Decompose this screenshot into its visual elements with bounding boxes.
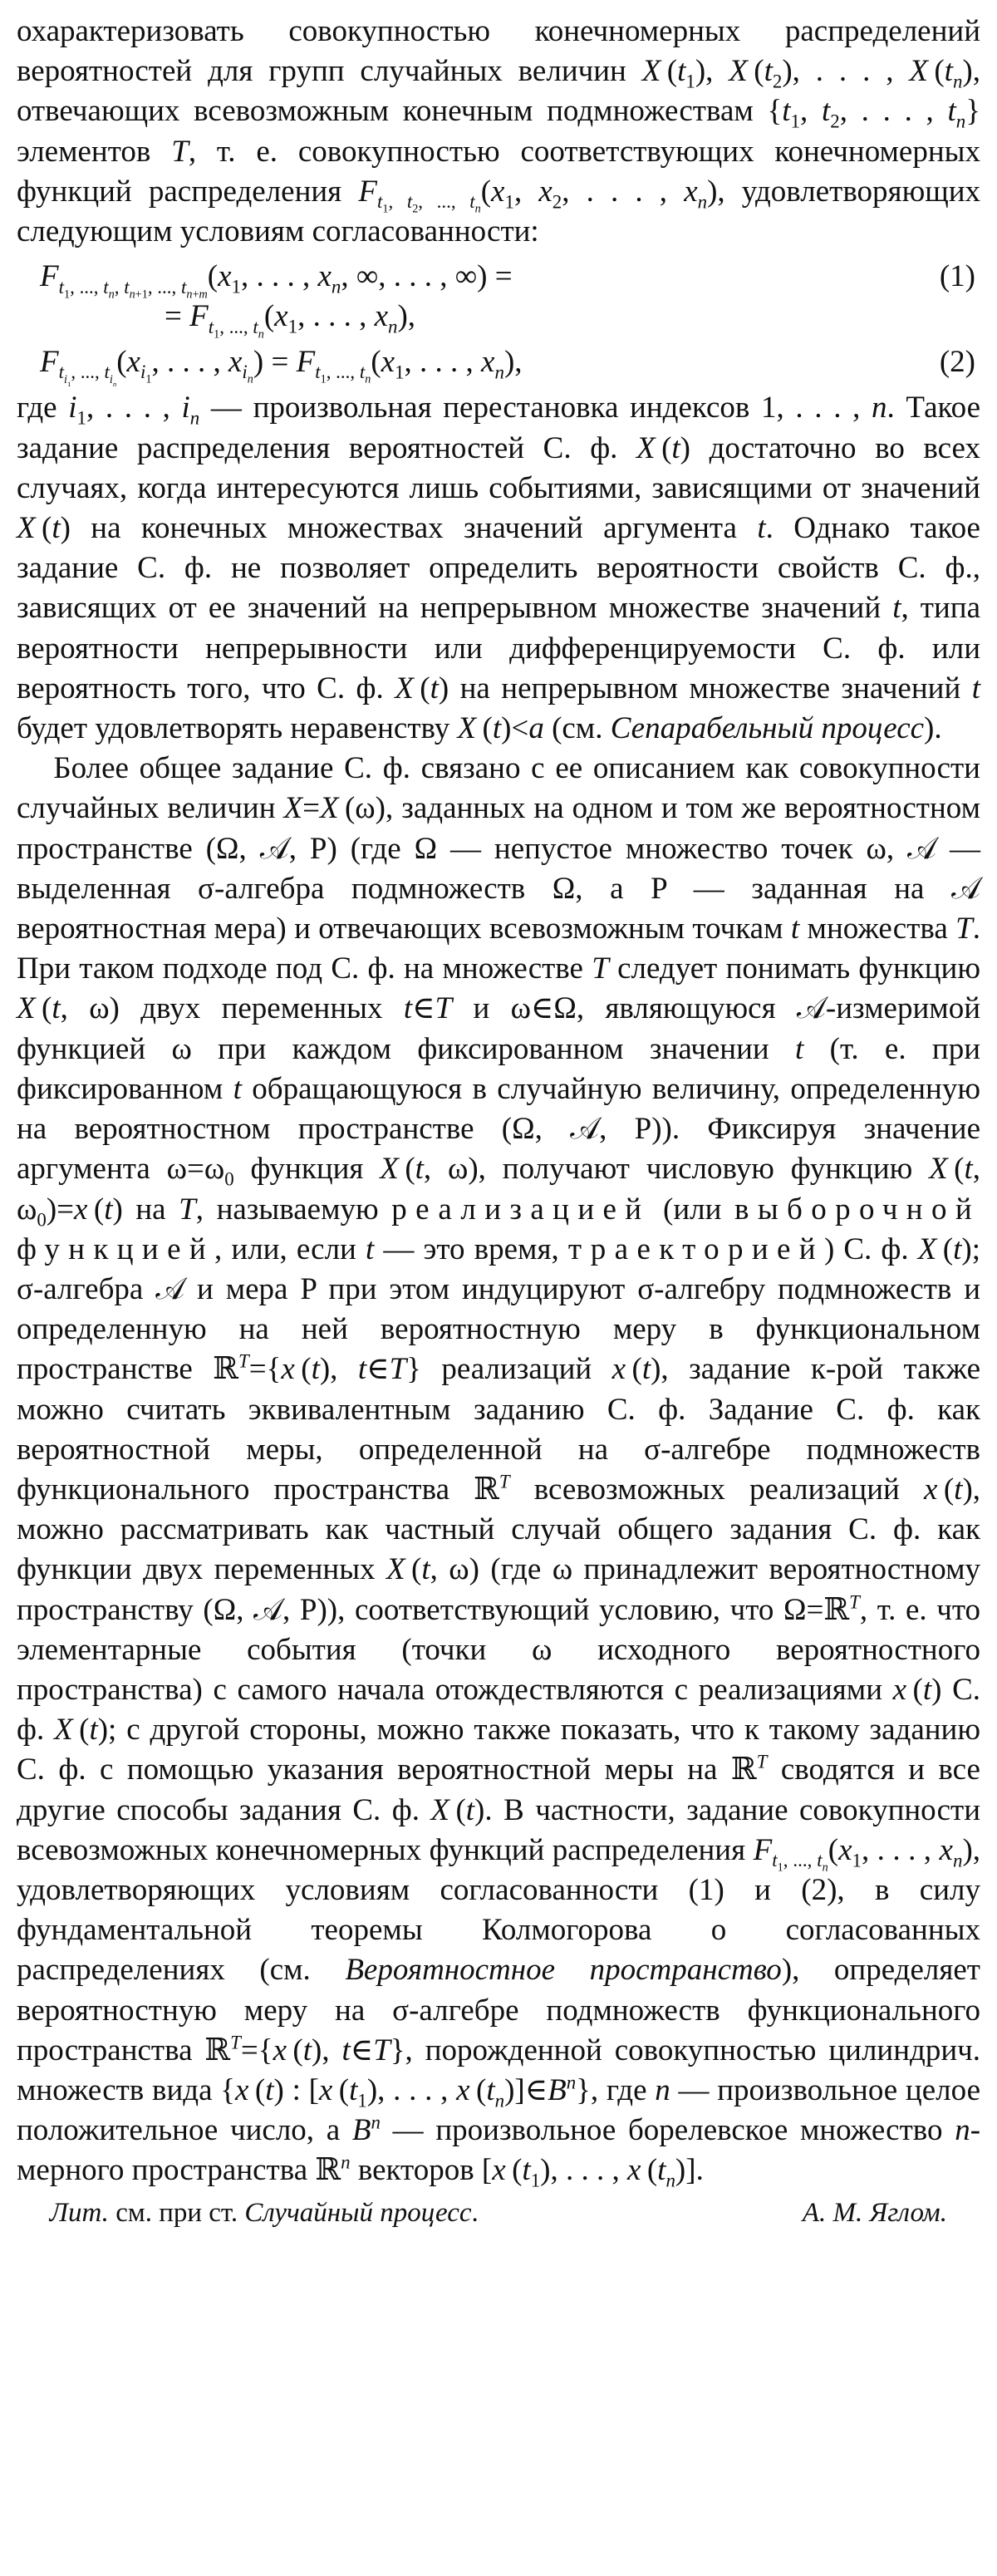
formula-2-number: (2) (939, 344, 975, 379)
formula-2 (17, 342, 980, 388)
paragraph-general-definition: Более общее задание С. ф. связано с ее описанием как совокупности случайных величин X=X (ω), заданных на одном и том же вероятностном пространстве (Ω, 𝒜, P) (где Ω — непустое множество точек ω, 𝒜 — выделенная σ-алгебра подмножеств Ω, а P — заданная на 𝒜 вероятностная мера) и отвечающих всевозможным точкам t множества T. При таком подходе под С. ф. на множестве T следует понимать функцию X (t, ω) двух переменных t∈T и ω∈Ω, являющуюся 𝒜-измеримой функцией ω при каждом фиксированном значении t (т. е. при фиксированном t обращающуюся в случайную величину, определенную на вероятностном пространстве (Ω, 𝒜, P)). Фиксируя значение аргумента $\omega=\omega_0$ функция X (t, ω), получают числовую функцию X (t, $\omega_0)=x$ (t) на T, называемую реализацией (или выборочной функцией, или, если t — это время, траекторией) С. ф. X (t); σ-алгебра 𝒜 и мера P при этом индуцируют σ-алгебру подмножеств и определенную на ней вероятностную меру в функциональном пространстве ℝ$^T$={x (t), t∈T} реализаций x (t), задание к-рой также можно считать эквивалентным заданию С. ф. Задание С. ф. как вероятностной меры, определенной на σ-алгебре подмножеств функционального пространства ℝ$^T$ всевозможных реализаций x (t), можно рассматривать как частный случай общего задания С. ф. как функции двух переменных X (t, ω) (где ω принадлежит вероятностному пространству (Ω, 𝒜, P)), соответствующий условию, что Ω=ℝ$^T$, т. е. что элементарные события (точки ω исходного вероятностного пространства) с самого начала отождествляются с реализациями x (t) С. ф. X (t); с другой стороны, можно также показать, что к такому заданию С. ф. с помощью указания вероятностной меры на ℝ$^T$ сводятся и все другие способы задания С. ф. X (t). В частности, задание совокупности всевозможных конечномерных функций распределения $F_{t_1, ..., t_n}(x_1$, . . . , $x_n$), удовлетворяющих условиям согласованности (1) и (2), в силу фундаментальной теоремы Колмогорова о согласованных распределениях (см. Вероятностное пространство), определяет вероятностную меру на σ-алгебре подмножеств функционального пространства ℝ$^T$={x (t), t∈T}, порожденной совокупностью цилиндрич. множеств вида {x (t) : [x $(t_1)$, . . . , x $(t_n)]\in B^n$}, где n — произвольное целое положительное число, а $B^n$ — произвольное борелевское множество n-мерного пространства ℝ$^n$ векторов [x $(t_1)$, . . . , x $(t_n)$]. (17, 751, 981, 2191)
formula-1-line-1: $F_{t_1, ..., t_n, t_{n+1}, ..., t_{n+m}}(x_1$, . . . , $x_n$, ∞, . . . , ∞) = (40, 259, 513, 302)
literature-reference (17, 2193, 980, 2233)
literature-label: Лит. (49, 2197, 109, 2228)
paragraph-finite-dimensional: где $i_1$, . . . , $i_n$ — произвольная перестановка индексов 1, . . . , n. Такое задание распределения вероятностей С. ф. X (t) достаточно во всех случаях, когда интересуются лишь событиями, зависящими от значений X (t) на конечных множествах значений аргумента t. Однако такое задание С. ф. не позволяет определить вероятности свойств С. ф., зависящих от ее значений на непрерывном множестве значений t, типа вероятности непрерывности или дифференцируемости С. ф. или вероятность того, что С. ф. X (t) на непрерывном множестве значений t будет удовлетворять неравенству X (t)<a (см. Сепарабельный процесс). (17, 391, 980, 746)
formula-1-line-2: = $F_{t_1, ..., t_n}(x_1$, . . . , $x_n$), (165, 299, 416, 342)
article-author: А. М. Яглом. (802, 2197, 947, 2228)
literature-text: см. при ст. Случайный процесс. (115, 2197, 479, 2228)
formula-1-number: (1) (939, 259, 975, 294)
formula-1 (17, 257, 980, 342)
paragraph-intro: охарактеризовать совокупностью конечномерных распределений вероятностей для групп случайных величин X $(t_1)$, X $(t_2)$, . . . , X $(t_n)$, отвечающих всевозможным конечным подмножествам {$t_1$, $t_2$, . . . , $t_n$} элементов T, т. е. совокупностью соответствующих конечномерных функций распределения $F_{t_1, t_2, ..., t_n}(x_1$, $x_2$, . . . , $x_n$), удовлетворяющих следующим условиям согласованности: (17, 14, 981, 249)
formula-2-line-1: $F_{t_{i_1}, ..., t_{i_n}}(x_{i_1}$, . . . , $x_{i_n}) = F_{t_1, ..., t_n}(x_1$, . . . , $x_n$), (40, 344, 523, 388)
